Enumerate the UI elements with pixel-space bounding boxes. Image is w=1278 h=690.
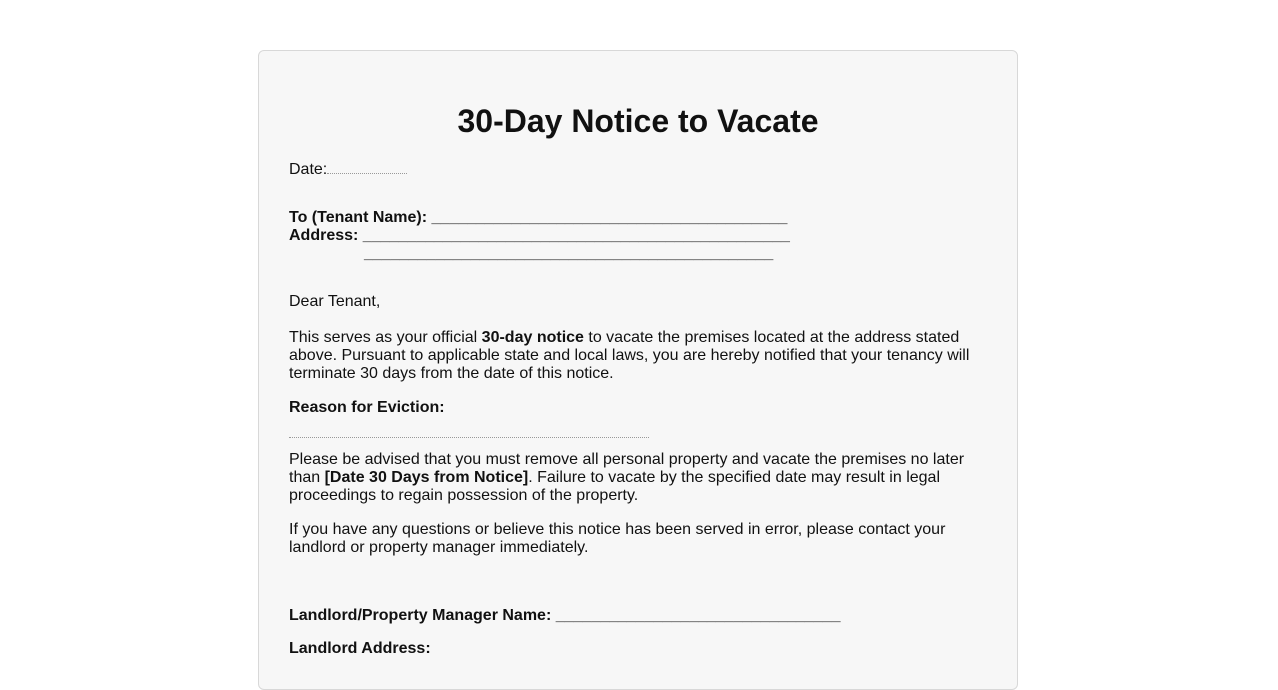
reason-row xyxy=(289,425,649,443)
tenant-name-blank: ________________________________________ xyxy=(431,209,788,226)
p1-text-start: This serves as your official xyxy=(289,329,482,346)
landlord-address-label: Landlord Address: xyxy=(289,640,431,657)
p1-text-end: to vacate the premises located at the address stated above. Pursuant to applicable state and local laws, you are hereby notified that your tenancy will terminate 30 days from the date of this notice. xyxy=(289,329,970,382)
tenant-name-label: To (Tenant Name): xyxy=(289,209,432,226)
address-row xyxy=(289,227,790,245)
address-blank-line-2: ______________________________________________ xyxy=(364,245,774,262)
landlord-name-label: Landlord/Property Manager Name: xyxy=(289,607,556,624)
notice-document xyxy=(258,50,1018,690)
address-blank-line-1: ________________________________________________ xyxy=(362,227,790,244)
address-label: Address: xyxy=(289,227,363,244)
date-blank-line xyxy=(327,163,407,174)
date-row xyxy=(289,161,407,179)
greeting: Dear Tenant, xyxy=(289,293,381,310)
p2-text-start: Please be advised that you must remove all personal property and vacate the premises no later than xyxy=(289,451,965,486)
reason-blank-line xyxy=(289,436,649,438)
reason-label: Reason for Eviction: xyxy=(289,399,445,416)
page-title: 30-Day Notice to Vacate xyxy=(457,103,819,139)
landlord-name-row xyxy=(289,607,840,625)
p2-text-end: . Failure to vacate by the specified date may result in legal proceedings to regain possession of the property. xyxy=(289,469,940,504)
paragraph-contact: If you have any questions or believe this notice has been served in error, please contact your landlord or property manager immediately. xyxy=(289,521,946,556)
p2-bold-date: [Date 30 Days from Notice] xyxy=(324,469,529,486)
landlord-name-blank: ________________________________ xyxy=(555,607,841,624)
p1-bold-term: 30-day notice xyxy=(481,329,584,346)
paragraph-notice xyxy=(289,329,989,383)
tenant-name-row xyxy=(289,209,787,227)
paragraph-deadline xyxy=(289,451,989,505)
date-label: Date: xyxy=(289,161,328,178)
address-row-2 xyxy=(364,245,773,263)
